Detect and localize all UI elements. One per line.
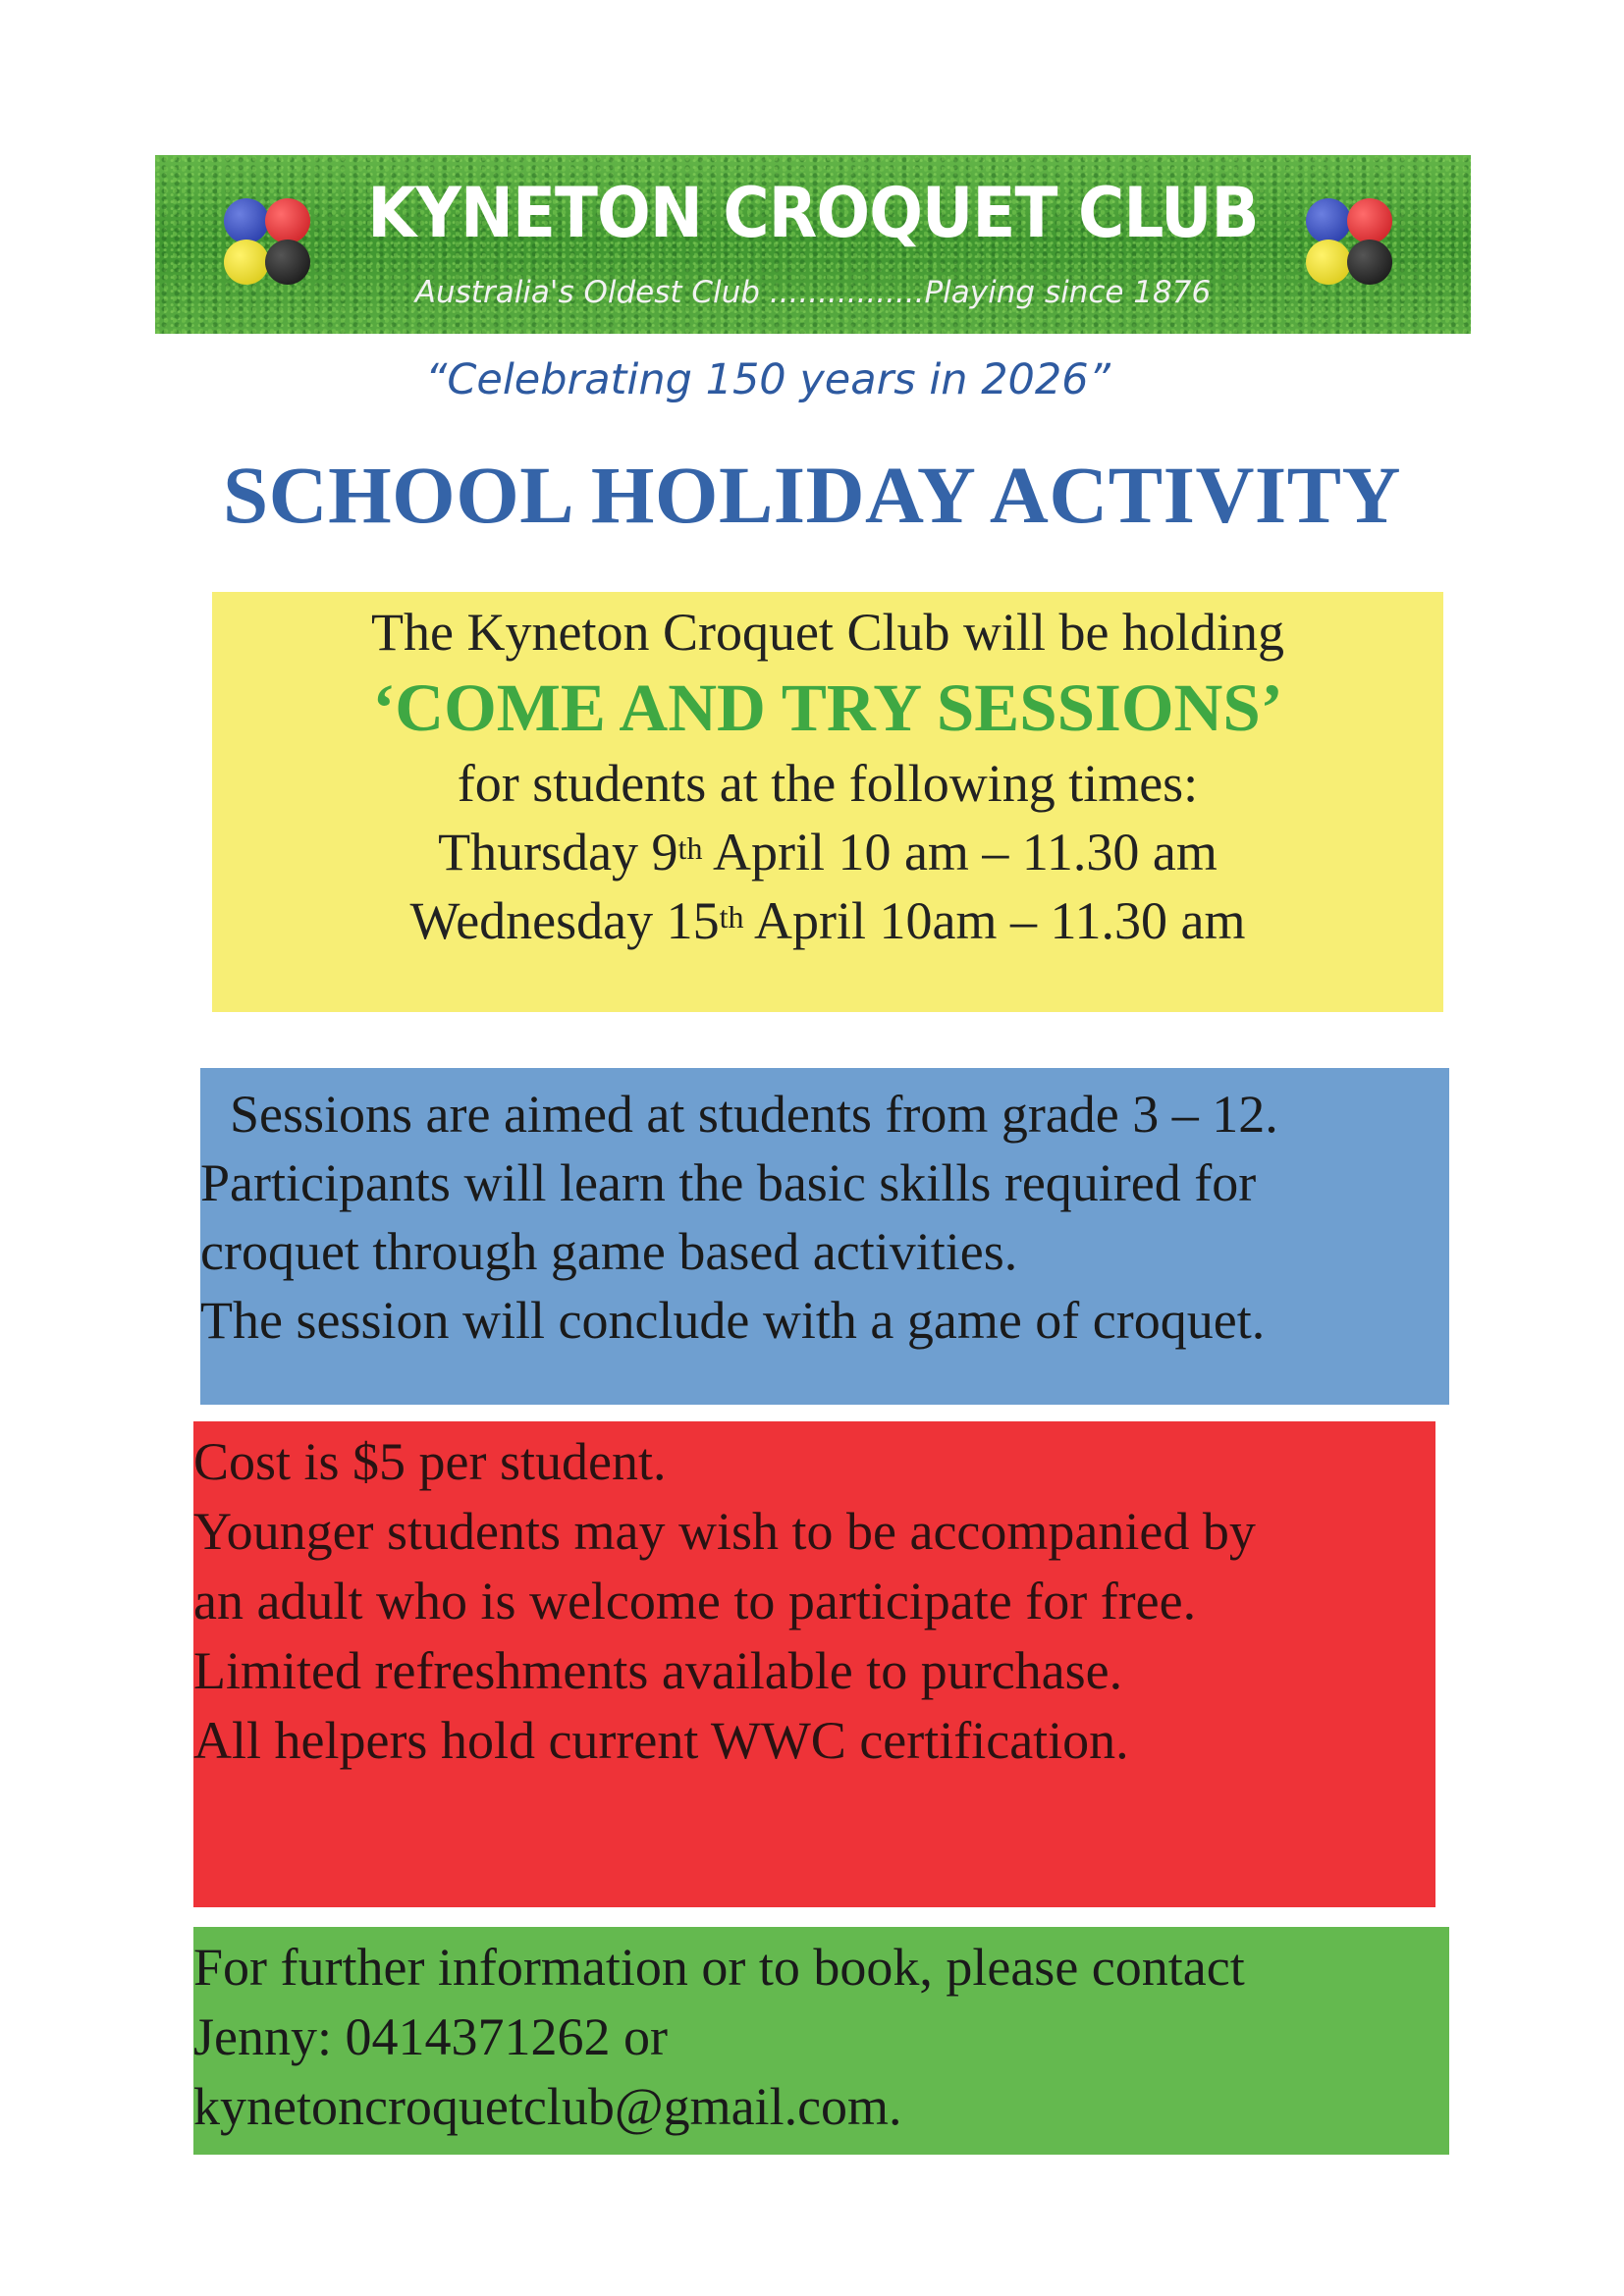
sessions-subtitle: for students at the following times: [457,754,1199,813]
celebration-tagline: “Celebrating 150 years in 2026” [425,355,1110,404]
info-box [200,1068,1449,1405]
sessions-title: ‘COME AND TRY SESSIONS’ [372,670,1283,745]
session-time: Wednesday 15th April 10am – 11.30 am [409,891,1246,950]
contact-box [193,1927,1449,2155]
club-banner [155,155,1471,334]
sessions-intro: The Kyneton Croquet Club will be holding [371,603,1284,662]
info-line: Participants will learn the basic skills required for [200,1153,1257,1212]
banner-subtitle: Australia's Oldest Club ................Playing since 1876 [414,275,1212,310]
page-title: SCHOOL HOLIDAY ACTIVITY [223,450,1401,540]
cost-line: Younger students may wish to be accompanied by [193,1502,1256,1561]
croquet-balls-icon [1306,198,1398,291]
cost-line: All helpers hold current WWC certification. [193,1711,1129,1770]
info-line: The session will conclude with a game of croquet. [200,1291,1266,1350]
banner-title: KYNETON CROQUET CLUB [367,173,1259,253]
cost-line: an adult who is welcome to participate for free. [193,1572,1197,1630]
contact-line: For further information or to book, please contact [193,1938,1245,1997]
contact-email[interactable]: kynetoncroquetclub@gmail.com. [193,2077,902,2136]
cost-box [193,1421,1435,1907]
cost-line: Limited refreshments available to purchase. [193,1641,1123,1700]
cost-line: Cost is $5 per student. [193,1432,667,1491]
session-time: Thursday 9th April 10 am – 11.30 am [438,823,1218,881]
sessions-box [212,592,1443,1012]
info-line: croquet through game based activities. [200,1222,1018,1281]
contact-phone: Jenny: 0414371262 or [193,2007,668,2066]
info-line: Sessions are aimed at students from grade 3 – 12. [230,1085,1278,1144]
